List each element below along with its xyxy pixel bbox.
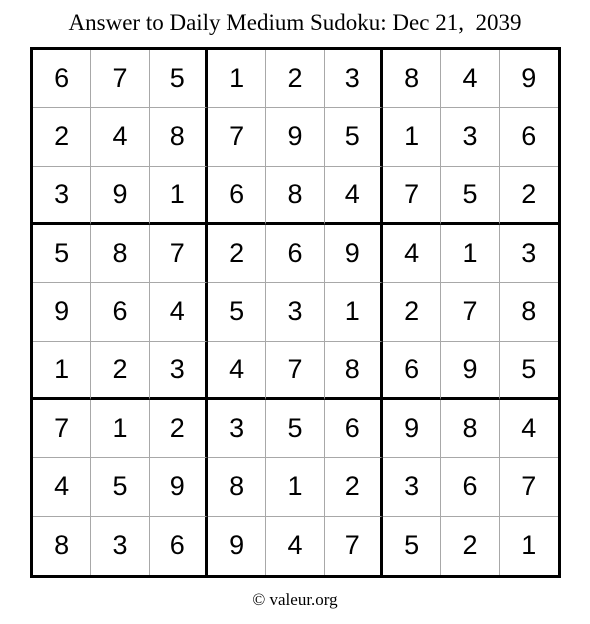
- sudoku-cell-r1-c2: 7: [91, 50, 149, 108]
- sudoku-cell-r9-c3: 6: [150, 517, 208, 575]
- sudoku-cell-r8-c2: 5: [91, 458, 149, 516]
- copyright-footer: © valeur.org: [252, 590, 338, 609]
- sudoku-cell-r3-c4: 6: [208, 167, 266, 225]
- sudoku-cell-r3-c7: 7: [383, 167, 441, 225]
- sudoku-cell-r7-c7: 9: [383, 400, 441, 458]
- sudoku-cell-r6-c2: 2: [91, 342, 149, 400]
- sudoku-cell-r7-c3: 2: [150, 400, 208, 458]
- sudoku-cell-r1-c9: 9: [500, 50, 558, 108]
- sudoku-cell-r3-c2: 9: [91, 167, 149, 225]
- sudoku-cell-r6-c6: 8: [325, 342, 383, 400]
- sudoku-cell-r5-c1: 9: [33, 283, 91, 341]
- sudoku-cell-r1-c1: 6: [33, 50, 91, 108]
- sudoku-board: [30, 47, 561, 578]
- sudoku-cell-r6-c5: 7: [266, 342, 324, 400]
- sudoku-cell-r6-c4: 4: [208, 342, 266, 400]
- sudoku-cell-r8-c1: 4: [33, 458, 91, 516]
- sudoku-cell-r2-c2: 4: [91, 108, 149, 166]
- sudoku-cell-r5-c4: 5: [208, 283, 266, 341]
- sudoku-cell-r8-c6: 2: [325, 458, 383, 516]
- sudoku-cell-r8-c8: 6: [441, 458, 499, 516]
- sudoku-cell-r4-c4: 2: [208, 225, 266, 283]
- sudoku-cell-r2-c9: 6: [500, 108, 558, 166]
- sudoku-cell-r4-c3: 7: [150, 225, 208, 283]
- sudoku-cell-r8-c5: 1: [266, 458, 324, 516]
- sudoku-cell-r1-c6: 3: [325, 50, 383, 108]
- sudoku-cell-r9-c2: 3: [91, 517, 149, 575]
- sudoku-cell-r9-c9: 1: [521, 530, 537, 561]
- sudoku-cell-r1-c4: 1: [208, 50, 266, 108]
- sudoku-cell-r2-c8: 3: [441, 108, 499, 166]
- sudoku-cell-r6-c7: 6: [383, 342, 441, 400]
- page-title: Answer to Daily Medium Sudoku: Dec 21, 2039: [68, 10, 522, 35]
- sudoku-cell-r4-c8: 1: [441, 225, 499, 283]
- sudoku-cell-r5-c6: 1: [325, 283, 383, 341]
- sudoku-cell-r5-c7: 2: [383, 283, 441, 341]
- sudoku-cell-r9-c5: 4: [266, 517, 324, 575]
- sudoku-cell-r7-c9: 4: [500, 400, 558, 458]
- sudoku-cell-r4-c9: 3: [500, 225, 558, 283]
- sudoku-cell-r2-c4: 7: [208, 108, 266, 166]
- sudoku-cell-r3-c6: 4: [325, 167, 383, 225]
- sudoku-cell-r4-c1: 5: [33, 225, 91, 283]
- sudoku-cell-r8-c7: 3: [383, 458, 441, 516]
- sudoku-cell-r4-c2: 8: [91, 225, 149, 283]
- sudoku-cell-r6-c3: 3: [150, 342, 208, 400]
- sudoku-cell-r8-c9: 7: [500, 458, 558, 516]
- sudoku-cell-r1-c8: 4: [441, 50, 499, 108]
- sudoku-cell-r9-c4: 9: [208, 517, 266, 575]
- sudoku-cell-r6-c8: 9: [441, 342, 499, 400]
- sudoku-cell-r6-c9: 5: [500, 342, 558, 400]
- sudoku-cell-r4-c5: 6: [266, 225, 324, 283]
- sudoku-cell-r4-c7: 4: [383, 225, 441, 283]
- sudoku-cell-r9-c8: 2: [441, 517, 499, 575]
- sudoku-cell-r7-c2: 1: [91, 400, 149, 458]
- sudoku-cell-r5-c5: 3: [266, 283, 324, 341]
- sudoku-cell-r7-c4: 3: [208, 400, 266, 458]
- sudoku-cell-r1-c5: 2: [266, 50, 324, 108]
- sudoku-cell-r2-c7: 1: [383, 108, 441, 166]
- sudoku-cell-r2-c5: 9: [266, 108, 324, 166]
- sudoku-cell-r3-c5: 8: [266, 167, 324, 225]
- sudoku-cell-r3-c9: 2: [500, 167, 558, 225]
- sudoku-cell-r9-c1: 8: [33, 517, 91, 575]
- sudoku-cell-r3-c8: 5: [441, 167, 499, 225]
- sudoku-cell-r9-c6: 7: [325, 517, 383, 575]
- sudoku-cell-r3-c3: 1: [150, 167, 208, 225]
- sudoku-cell-r5-c2: 6: [91, 283, 149, 341]
- sudoku-cell-r8-c3: 9: [150, 458, 208, 516]
- sudoku-cell-r3-c1: 3: [33, 167, 91, 225]
- sudoku-cell-r5-c8: 7: [441, 283, 499, 341]
- sudoku-cell-r7-c6: 6: [325, 400, 383, 458]
- sudoku-cell-r9-c7: 5: [383, 517, 441, 575]
- sudoku-cell-r7-c5: 5: [266, 400, 324, 458]
- sudoku-cell-r2-c6: 5: [325, 108, 383, 166]
- sudoku-cell-r4-c6: 9: [325, 225, 383, 283]
- sudoku-cell-r7-c1: 7: [33, 400, 91, 458]
- sudoku-cell-r2-c3: 8: [150, 108, 208, 166]
- sudoku-cell-r2-c1: 2: [33, 108, 91, 166]
- sudoku-cell-r7-c8: 8: [441, 400, 499, 458]
- sudoku-cell-r5-c9: 8: [500, 283, 558, 341]
- sudoku-cell-r5-c3: 4: [150, 283, 208, 341]
- sudoku-cell-r1-c3: 5: [150, 50, 208, 108]
- sudoku-cell-r8-c4: 8: [208, 458, 266, 516]
- sudoku-cell-r6-c1: 1: [33, 342, 91, 400]
- sudoku-cell-r1-c7: 8: [383, 50, 441, 108]
